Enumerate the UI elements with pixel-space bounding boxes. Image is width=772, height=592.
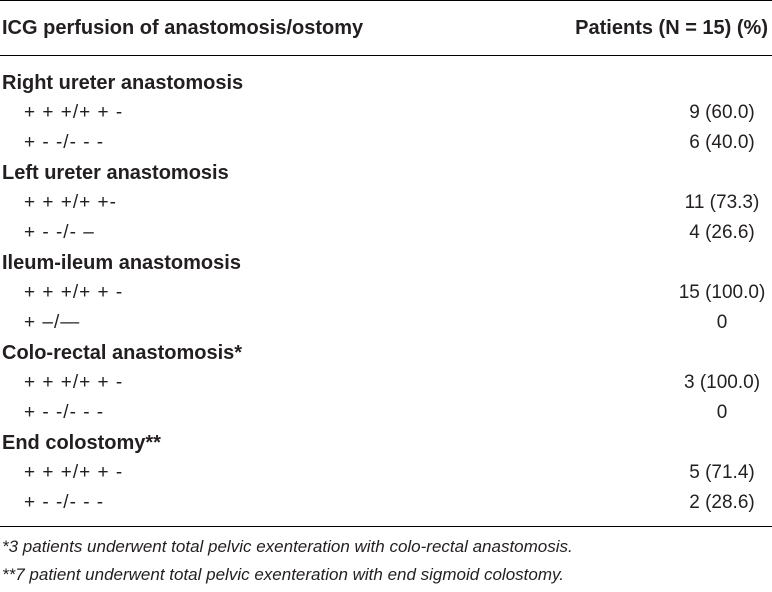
table-row [0,188,772,218]
row-value: 11 (73.3) [684,192,760,213]
row-label: + –/— [24,312,81,333]
row-label: + - -/- - - [24,132,105,153]
row-label: + - -/- - - [24,492,105,513]
row-label: + + +/+ + - [24,462,124,483]
row-value: 3 (100.0) [683,372,761,393]
group-title: End colostomy** [2,432,161,454]
header-patients: Patients (N = 15) (%) [575,16,768,39]
row-value: 2 (28.6) [689,492,755,513]
row-label: + + +/+ + - [24,102,124,123]
table-body [0,56,772,527]
row-value: 6 (40.0) [689,132,755,153]
header-perfusion: ICG perfusion of anastomosis/ostomy [2,16,364,39]
table-row [0,128,772,158]
table-row [0,218,772,248]
table-footnotes [0,527,772,589]
row-label: + + +/+ + - [24,282,124,303]
table-row [0,458,772,488]
footnote: **7 patient underwent total pelvic exenteration with end sigmoid colostomy. [2,565,564,584]
group-title: Right ureter anastomosis [2,72,244,94]
table-row [0,368,772,398]
table-row [0,98,772,128]
row-label: + + +/+ + - [24,372,124,393]
group-title: Left ureter anastomosis [2,162,229,184]
table-row [0,488,772,518]
row-value: 9 (60.0) [689,102,755,123]
row-value: 5 (71.4) [689,462,755,483]
row-value: 0 [716,402,728,423]
footnote: *3 patients underwent total pelvic exenteration with colo-rectal anastomosis. [2,537,573,556]
table-row [0,308,772,338]
group-title: Ileum-ileum anastomosis [2,252,241,274]
row-label: + - -/- – [24,222,95,243]
table-row [0,278,772,308]
group-title: Colo-rectal anastomosis* [2,342,243,364]
row-value: 15 (100.0) [678,282,766,303]
table-row [0,398,772,428]
row-value: 0 [716,312,728,333]
row-value: 4 (26.6) [689,222,755,243]
table-header [0,0,772,56]
row-label: + - -/- - - [24,402,105,423]
row-label: + + +/+ +- [24,192,117,213]
